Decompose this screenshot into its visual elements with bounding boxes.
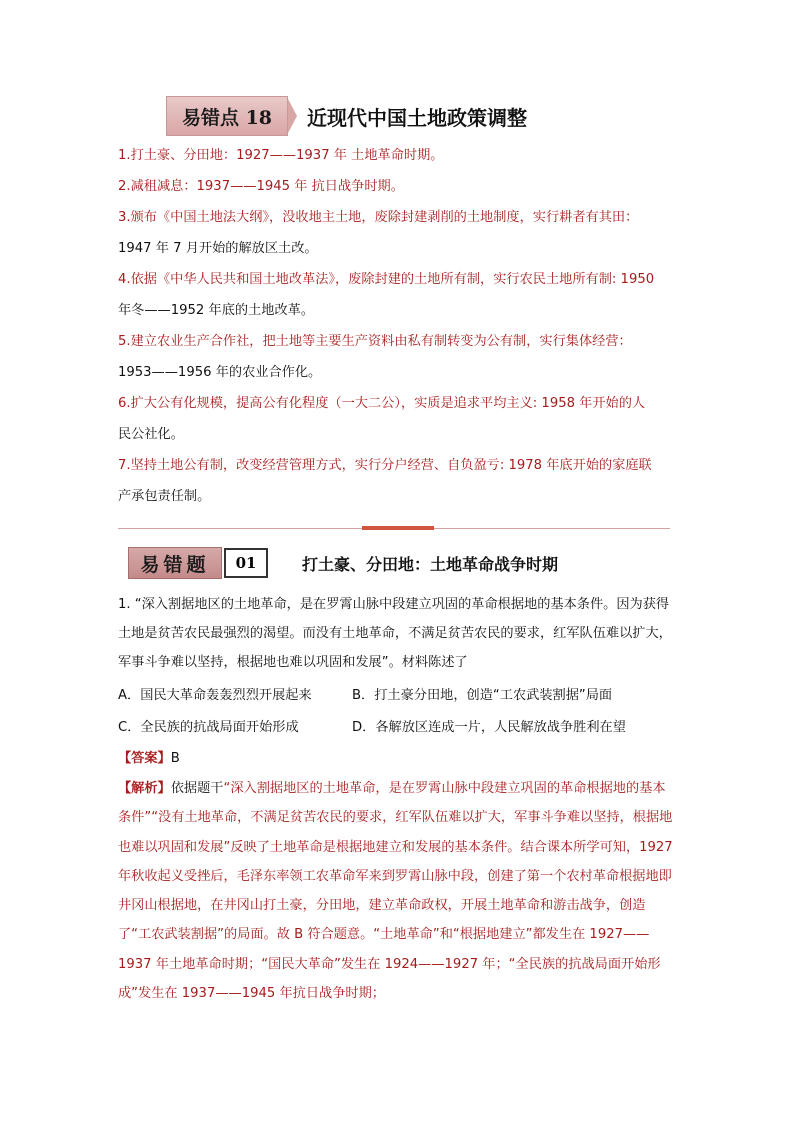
divider-accent bbox=[362, 526, 434, 530]
point-3 bbox=[118, 202, 678, 264]
answer-label: 【答案】 bbox=[118, 751, 171, 766]
point-4 bbox=[118, 264, 678, 326]
point-6 bbox=[118, 388, 678, 450]
option-b: B．打土豪分田地，创造“工农武装割据”局面 bbox=[352, 688, 613, 703]
analysis bbox=[118, 774, 678, 1008]
answer-line bbox=[118, 747, 180, 766]
point-1: 1.打土豪、分田地：1927——1937 年 土地革命时期。 bbox=[118, 148, 444, 163]
point-6-line-1: 6.扩大公有化规模，提高公有化程度（一大二公），实质是追求平均主义: 1958 年开始的人 bbox=[118, 396, 646, 411]
point-4-line-2: 年冬——1952 年底的土地改革。 bbox=[118, 303, 315, 318]
point-5 bbox=[118, 326, 678, 388]
answer-value: B bbox=[170, 751, 180, 766]
question-banner bbox=[128, 548, 558, 578]
option-d: D．各解放区连成一片，人民解放战争胜利在望 bbox=[352, 720, 626, 735]
question-badge: 易错题 bbox=[128, 547, 222, 579]
point-7-line-2: 产承包责任制。 bbox=[118, 489, 211, 504]
section-badge: 易错点 18 bbox=[166, 96, 288, 136]
point-7 bbox=[118, 450, 678, 512]
option-c: C．全民族的抗战局面开始形成 bbox=[118, 720, 299, 735]
analysis-lead: 依据题干 bbox=[170, 781, 224, 796]
option-a: A．国民大革命轰轰烈烈开展起来 bbox=[118, 688, 312, 703]
point-3-line-2: 1947 年 7 月开始的解放区土改。 bbox=[118, 241, 318, 256]
question-title: 打土豪、分田地：土地革命战争时期 bbox=[302, 554, 559, 574]
banner-arrow-icon bbox=[287, 97, 297, 135]
point-5-line-1: 5.建立农业生产合作社，把土地等主要生产资料由私有制转变为公有制，实行集体经营： bbox=[118, 334, 632, 349]
point-4-line-1: 4.依据《中华人民共和国土地改革法》，废除封建的土地所有制，实行农民土地所有制: 1950 bbox=[118, 272, 655, 287]
question-stem: 1. “深入割据地区的土地革命，是在罗霄山脉中段建立巩固的革命根据地的基本条件。因为获得土地是贫苦农民最强烈的渴望。而没有土地革命，不满足贫苦农民的要求，红军队伍难以扩大，军事斗争难以坚持，根据地也难以巩固和发展”。材料陈述了 bbox=[118, 597, 672, 670]
section-banner bbox=[166, 97, 527, 135]
analysis-label: 【解析】 bbox=[118, 781, 171, 796]
analysis-text: “深入割据地区的土地革命，是在罗霄山脉中段建立巩固的革命根据地的基本条件”“没有土地革命，不满足贫苦农民的要求，红军队伍难以扩大，军事斗争难以坚持，根据地也难以巩固和发展”反映了土地革命是根据地建立和发展的基本条件。结合课本所学可知，1927 年秋收起义受挫后，毛泽东率领工农革命军来到罗霄山脉中段，创建了第一个农村革命根据地即井冈山根据地，在井冈山打土豪，分田地，建立革命政权，开展土地革命和游击战争，创造了“工农武装割据”的局面。故 B 符合题意。“土地革命”和“根据地建立”都发生在 1927——1937 年土地革命时期；“国民大革命”发生在 1924——1927 年；“全民族的抗战局面开始形成”发生在 1937——1945 年抗日战争时期； bbox=[118, 781, 673, 1002]
point-2: 2.减租减息：1937——1945 年 抗日战争时期。 bbox=[118, 179, 404, 194]
section-title: 近现代中国土地政策调整 bbox=[307, 105, 527, 130]
question-number: 01 bbox=[224, 548, 268, 578]
point-5-line-2: 1953——1956 年的农业合作化。 bbox=[118, 365, 322, 380]
point-3-line-1: 3.颁布《中国土地法大纲》，没收地主土地，废除封建剥削的土地制度，实行耕者有其田： bbox=[118, 210, 639, 225]
point-6-line-2: 民公社化。 bbox=[118, 427, 184, 442]
point-7-line-1: 7.坚持土地公有制，改变经营管理方式，实行分户经营、自负盈亏: 1978 年底开始的家庭联 bbox=[118, 458, 652, 473]
